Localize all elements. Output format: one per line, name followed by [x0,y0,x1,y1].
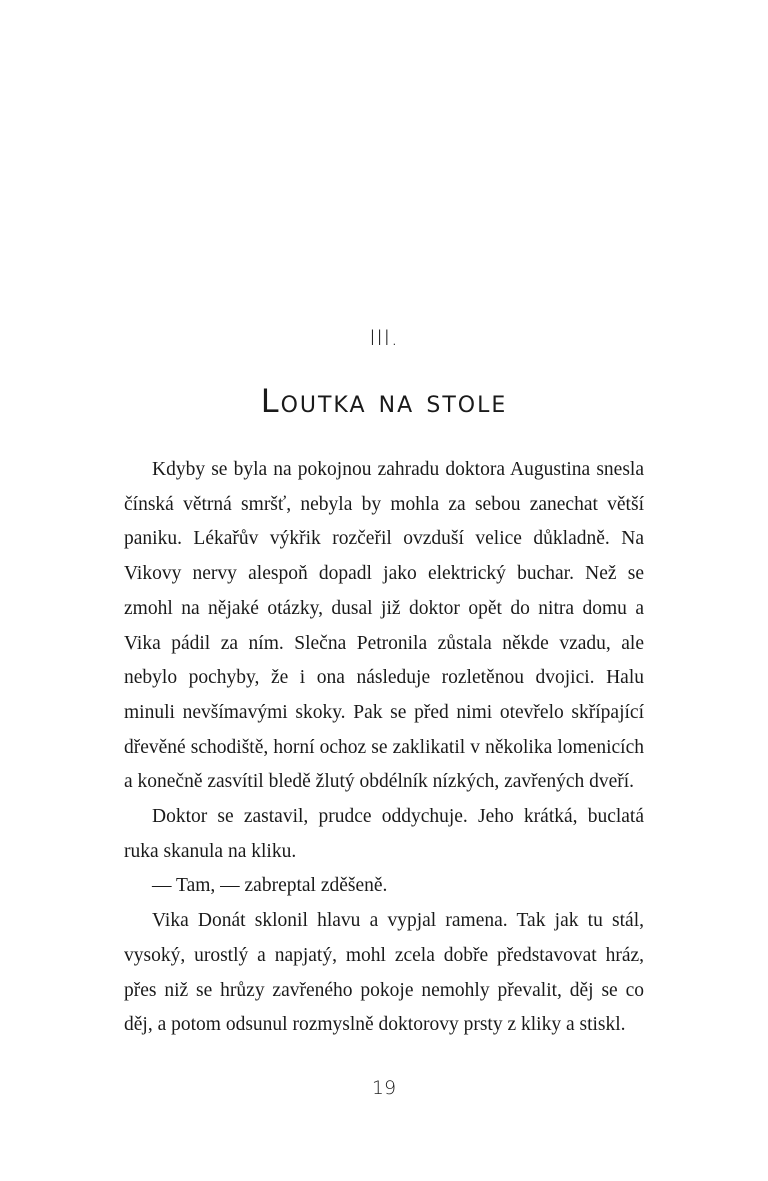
page-number: 19 [371,1077,397,1099]
chapter-body [124,453,644,1043]
paragraph: Kdyby se byla na pokojnou zahradu doktora Augustina snesla čínská větrná smršť, nebyla by mohla za sebou zanechat větší paniku. Lékařův výkřik rozčeřil ovzduší velice důkladně. Na Vikovy nervy alespoň dopadl jako elektrický buchar. Než se zmohl na nějaké otázky, dusal již doktor opět do nitra domu a Vika pádil za ním. Slečna Petronila zůstala někde vzadu, ale nebylo pochyby, že i ona následuje rozletěnou dvojici. Halu minuli nevšímavými skoky. Pak se před nimi otevřelo skřípající dřevěné schodiště, horní ochoz se zaklikatil v několika lomenicích a konečně zasvítil bledě žlutý obdélník nízkých, zavřených dveří. [124,459,644,793]
chapter-number: III. [369,326,399,350]
paragraph: Doktor se zastavil, prudce oddychuje. Jeho krátká, buclatá ruka skanula na kliku. [124,806,644,862]
paragraph: — Tam, — zabreptal zděšeně. [152,875,388,897]
chapter-title: Loutka na stole [260,382,508,420]
paragraph: Vika Donát sklonil hlavu a vypjal ramena. Tak jak tu stál, vysoký, urostlý a napjatý, mohl zcela dobře představovat hráz, přes niž se hrůzy zavřeného pokoje nemohly převalit, děj se co děj, a potom odsunul rozmyslně doktorovy prsty z kliky a stiskl. [124,910,644,1036]
